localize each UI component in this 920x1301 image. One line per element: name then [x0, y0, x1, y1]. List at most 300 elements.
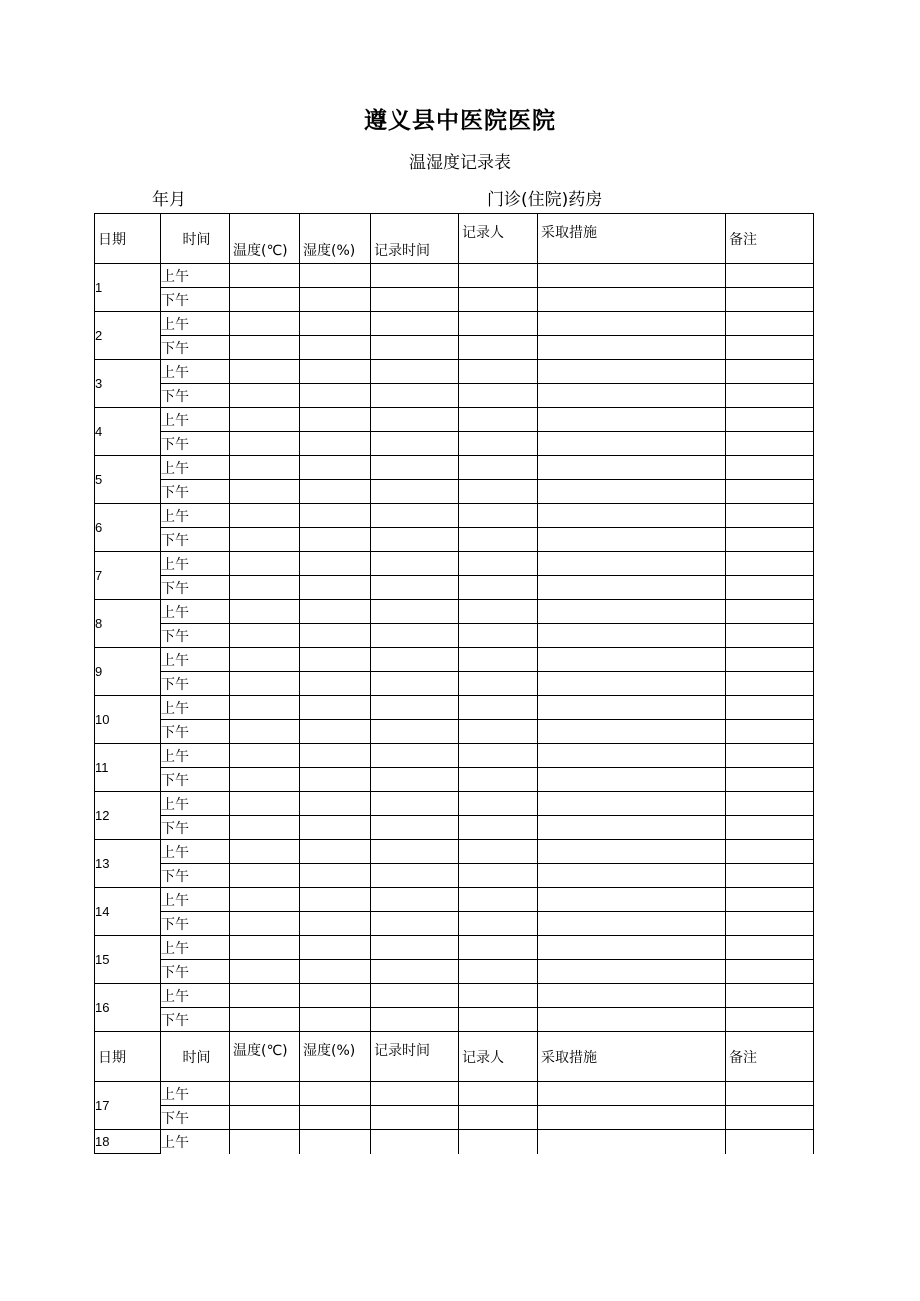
data-cell[interactable] [726, 648, 814, 672]
data-cell[interactable] [538, 528, 726, 552]
header-remarks [726, 214, 814, 264]
data-cell[interactable] [230, 432, 300, 456]
data-cell[interactable] [300, 912, 371, 936]
data-cell[interactable] [300, 384, 371, 408]
data-cell[interactable] [726, 528, 814, 552]
period-pm: 下午 [161, 624, 230, 648]
data-cell[interactable] [459, 264, 538, 288]
period-pm: 下午 [161, 720, 230, 744]
data-cell[interactable] [371, 816, 459, 840]
header-row [95, 214, 814, 264]
data-cell[interactable] [538, 432, 726, 456]
data-cell[interactable] [300, 936, 371, 960]
data-cell[interactable] [459, 336, 538, 360]
header-recorder [459, 214, 538, 264]
data-cell[interactable] [230, 792, 300, 816]
data-cell[interactable] [371, 648, 459, 672]
data-cell[interactable] [371, 1130, 459, 1154]
data-cell[interactable] [459, 528, 538, 552]
data-cell[interactable] [538, 1008, 726, 1032]
data-cell[interactable] [726, 864, 814, 888]
period-pm: 下午 [161, 864, 230, 888]
data-cell[interactable] [300, 672, 371, 696]
document-subtitle: 温湿度记录表 [409, 153, 511, 173]
data-cell[interactable] [230, 576, 300, 600]
table-row [95, 432, 814, 456]
data-cell[interactable] [300, 600, 371, 624]
data-cell[interactable] [459, 696, 538, 720]
period-pm: 下午 [161, 1106, 230, 1130]
data-cell[interactable] [230, 672, 300, 696]
data-cell[interactable] [459, 360, 538, 384]
data-cell[interactable] [726, 960, 814, 984]
header-remarks [726, 1032, 814, 1082]
data-cell[interactable] [726, 768, 814, 792]
data-cell[interactable] [459, 912, 538, 936]
data-cell[interactable] [300, 648, 371, 672]
data-cell[interactable] [538, 720, 726, 744]
table-row [95, 816, 814, 840]
data-cell[interactable] [371, 624, 459, 648]
data-cell[interactable] [371, 408, 459, 432]
table-row [95, 1130, 814, 1154]
data-cell[interactable] [538, 792, 726, 816]
table-row [95, 1008, 814, 1032]
data-cell[interactable] [726, 504, 814, 528]
data-cell[interactable] [371, 432, 459, 456]
day-number: 8 [95, 600, 161, 648]
data-cell[interactable] [371, 720, 459, 744]
table-row [95, 552, 814, 576]
day-number: 3 [95, 360, 161, 408]
data-cell[interactable] [726, 432, 814, 456]
data-cell[interactable] [538, 456, 726, 480]
table-row [95, 336, 814, 360]
data-cell[interactable] [538, 336, 726, 360]
table-row [95, 840, 814, 864]
data-cell[interactable] [538, 1106, 726, 1130]
header-temperature [230, 214, 300, 264]
data-cell[interactable] [459, 936, 538, 960]
data-cell[interactable] [726, 912, 814, 936]
table-row [95, 312, 814, 336]
period-am: 上午 [161, 600, 230, 624]
data-cell[interactable] [459, 312, 538, 336]
header-temperature-label: 温度(℃) [233, 1042, 288, 1059]
header-measures [538, 214, 726, 264]
day-number: 9 [95, 648, 161, 696]
data-cell[interactable] [538, 552, 726, 576]
data-cell[interactable] [230, 984, 300, 1008]
data-cell[interactable] [230, 600, 300, 624]
table-row [95, 360, 814, 384]
data-cell[interactable] [300, 576, 371, 600]
data-cell[interactable] [230, 744, 300, 768]
day-number: 13 [95, 840, 161, 888]
data-cell[interactable] [726, 936, 814, 960]
data-cell[interactable] [300, 624, 371, 648]
data-cell[interactable] [230, 384, 300, 408]
data-cell[interactable] [459, 1106, 538, 1130]
period-am: 上午 [161, 696, 230, 720]
document-title: 遵义县中医院医院 [364, 108, 556, 134]
period-pm: 下午 [161, 288, 230, 312]
data-cell[interactable] [371, 960, 459, 984]
period-pm: 下午 [161, 576, 230, 600]
data-cell[interactable] [538, 1082, 726, 1106]
period-am: 上午 [161, 360, 230, 384]
data-cell[interactable] [538, 576, 726, 600]
data-cell[interactable] [371, 744, 459, 768]
data-cell[interactable] [230, 312, 300, 336]
period-am: 上午 [161, 312, 230, 336]
data-cell[interactable] [538, 480, 726, 504]
data-cell[interactable] [459, 768, 538, 792]
period-pm: 下午 [161, 768, 230, 792]
data-cell[interactable] [300, 312, 371, 336]
table-row [95, 672, 814, 696]
table-row [95, 720, 814, 744]
period-pm: 下午 [161, 816, 230, 840]
table-row [95, 936, 814, 960]
data-cell[interactable] [230, 504, 300, 528]
day-number: 10 [95, 696, 161, 744]
data-cell[interactable] [538, 744, 726, 768]
data-cell[interactable] [300, 720, 371, 744]
data-cell[interactable] [230, 360, 300, 384]
data-cell[interactable] [300, 480, 371, 504]
data-cell[interactable] [300, 552, 371, 576]
data-cell[interactable] [726, 792, 814, 816]
data-cell[interactable] [726, 336, 814, 360]
data-cell[interactable] [726, 1082, 814, 1106]
data-cell[interactable] [371, 1008, 459, 1032]
header-measures [538, 1032, 726, 1082]
data-cell[interactable] [230, 624, 300, 648]
data-cell[interactable] [230, 1008, 300, 1032]
header-record-time [371, 214, 459, 264]
data-cell[interactable] [538, 672, 726, 696]
period-pm: 下午 [161, 672, 230, 696]
data-cell[interactable] [459, 504, 538, 528]
data-cell[interactable] [459, 432, 538, 456]
data-cell[interactable] [538, 768, 726, 792]
data-cell[interactable] [371, 1082, 459, 1106]
data-cell[interactable] [371, 360, 459, 384]
data-cell[interactable] [459, 1130, 538, 1154]
data-cell[interactable] [230, 1130, 300, 1154]
data-cell[interactable] [371, 672, 459, 696]
table-row [95, 264, 814, 288]
data-cell[interactable] [459, 816, 538, 840]
header-temperature [230, 1032, 300, 1082]
data-cell[interactable] [300, 456, 371, 480]
table-row [95, 408, 814, 432]
day-number: 12 [95, 792, 161, 840]
table-row [95, 624, 814, 648]
data-cell[interactable] [538, 288, 726, 312]
data-cell[interactable] [371, 312, 459, 336]
data-cell[interactable] [459, 744, 538, 768]
data-cell[interactable] [300, 840, 371, 864]
data-cell[interactable] [371, 504, 459, 528]
table-row [95, 1106, 814, 1130]
period-am: 上午 [161, 840, 230, 864]
data-cell[interactable] [459, 672, 538, 696]
data-cell[interactable] [371, 600, 459, 624]
data-cell[interactable] [538, 384, 726, 408]
data-cell[interactable] [300, 408, 371, 432]
table-row [95, 744, 814, 768]
data-cell[interactable] [300, 360, 371, 384]
data-cell[interactable] [726, 552, 814, 576]
data-cell[interactable] [300, 432, 371, 456]
data-cell[interactable] [726, 408, 814, 432]
data-cell[interactable] [459, 960, 538, 984]
data-cell[interactable] [371, 984, 459, 1008]
data-cell[interactable] [230, 720, 300, 744]
data-cell[interactable] [538, 816, 726, 840]
day-number: 7 [95, 552, 161, 600]
data-cell[interactable] [538, 936, 726, 960]
data-cell[interactable] [726, 1106, 814, 1130]
period-am: 上午 [161, 408, 230, 432]
table-row [95, 864, 814, 888]
data-cell[interactable] [538, 312, 726, 336]
data-cell[interactable] [300, 288, 371, 312]
data-cell[interactable] [459, 600, 538, 624]
data-cell[interactable] [538, 888, 726, 912]
day-number: 18 [95, 1130, 161, 1154]
period-am: 上午 [161, 936, 230, 960]
data-cell[interactable] [459, 1008, 538, 1032]
data-cell[interactable] [230, 840, 300, 864]
data-cell[interactable] [459, 792, 538, 816]
data-cell[interactable] [538, 696, 726, 720]
table-row [95, 600, 814, 624]
data-cell[interactable] [538, 600, 726, 624]
data-cell[interactable] [300, 1008, 371, 1032]
table-row [95, 504, 814, 528]
header-humidity-label: 湿度(%) [303, 1042, 356, 1059]
header-recorder-label: 记录人 [462, 224, 504, 241]
data-cell[interactable] [371, 456, 459, 480]
data-cell[interactable] [371, 768, 459, 792]
data-cell[interactable] [726, 360, 814, 384]
data-cell[interactable] [459, 384, 538, 408]
data-cell[interactable] [230, 696, 300, 720]
data-cell[interactable] [726, 288, 814, 312]
data-cell[interactable] [371, 480, 459, 504]
data-cell[interactable] [300, 984, 371, 1008]
day-number: 17 [95, 1082, 161, 1130]
day-number: 14 [95, 888, 161, 936]
data-cell[interactable] [538, 960, 726, 984]
period-pm: 下午 [161, 1008, 230, 1032]
table-row [95, 648, 814, 672]
data-cell[interactable] [230, 648, 300, 672]
data-cell[interactable] [726, 576, 814, 600]
data-cell[interactable] [300, 744, 371, 768]
data-cell[interactable] [230, 408, 300, 432]
data-cell[interactable] [459, 720, 538, 744]
data-cell[interactable] [459, 576, 538, 600]
data-cell[interactable] [538, 648, 726, 672]
data-cell[interactable] [538, 624, 726, 648]
data-cell[interactable] [230, 480, 300, 504]
period-am: 上午 [161, 1082, 230, 1106]
data-cell[interactable] [300, 888, 371, 912]
data-cell[interactable] [230, 864, 300, 888]
period-pm: 下午 [161, 384, 230, 408]
data-cell[interactable] [459, 648, 538, 672]
data-cell[interactable] [726, 480, 814, 504]
data-cell[interactable] [300, 504, 371, 528]
data-cell[interactable] [726, 888, 814, 912]
header-remarks-label: 备注 [729, 1049, 757, 1066]
data-cell[interactable] [726, 456, 814, 480]
data-cell[interactable] [230, 552, 300, 576]
data-cell[interactable] [726, 720, 814, 744]
period-pm: 下午 [161, 528, 230, 552]
data-cell[interactable] [726, 672, 814, 696]
data-cell[interactable] [230, 936, 300, 960]
data-cell[interactable] [300, 696, 371, 720]
data-cell[interactable] [459, 1082, 538, 1106]
data-cell[interactable] [300, 1106, 371, 1130]
data-cell[interactable] [459, 624, 538, 648]
data-cell[interactable] [726, 744, 814, 768]
data-cell[interactable] [371, 384, 459, 408]
data-cell[interactable] [726, 1130, 814, 1154]
period-am: 上午 [161, 792, 230, 816]
data-cell[interactable] [459, 888, 538, 912]
data-cell[interactable] [726, 624, 814, 648]
data-cell[interactable] [230, 264, 300, 288]
header-recorder [459, 1032, 538, 1082]
header-time [161, 214, 230, 264]
data-cell[interactable] [538, 840, 726, 864]
data-cell[interactable] [230, 528, 300, 552]
data-cell[interactable] [538, 1130, 726, 1154]
data-cell[interactable] [371, 936, 459, 960]
data-cell[interactable] [726, 264, 814, 288]
data-cell[interactable] [726, 696, 814, 720]
data-cell[interactable] [371, 264, 459, 288]
data-cell[interactable] [726, 816, 814, 840]
day-number: 5 [95, 456, 161, 504]
period-am: 上午 [161, 552, 230, 576]
data-cell[interactable] [371, 288, 459, 312]
data-cell[interactable] [726, 984, 814, 1008]
period-pm: 下午 [161, 432, 230, 456]
data-cell[interactable] [459, 840, 538, 864]
data-cell[interactable] [300, 792, 371, 816]
table-row [95, 984, 814, 1008]
header-recorder-label: 记录人 [462, 1049, 504, 1066]
data-cell[interactable] [459, 408, 538, 432]
data-cell[interactable] [230, 912, 300, 936]
data-cell[interactable] [371, 792, 459, 816]
data-cell[interactable] [371, 552, 459, 576]
data-cell[interactable] [371, 336, 459, 360]
table-row [95, 768, 814, 792]
data-cell[interactable] [371, 1106, 459, 1130]
data-cell[interactable] [459, 984, 538, 1008]
data-cell[interactable] [300, 864, 371, 888]
table-row [95, 456, 814, 480]
period-pm: 下午 [161, 336, 230, 360]
data-cell[interactable] [538, 912, 726, 936]
data-cell[interactable] [371, 912, 459, 936]
data-cell[interactable] [300, 336, 371, 360]
data-cell[interactable] [726, 1008, 814, 1032]
data-cell[interactable] [230, 288, 300, 312]
data-cell[interactable] [371, 696, 459, 720]
header-remarks-label: 备注 [729, 231, 757, 248]
data-cell[interactable] [300, 816, 371, 840]
data-cell[interactable] [230, 456, 300, 480]
table-row [95, 1082, 814, 1106]
data-cell[interactable] [726, 312, 814, 336]
period-am: 上午 [161, 1130, 230, 1154]
table-row [95, 912, 814, 936]
data-cell[interactable] [300, 960, 371, 984]
data-cell[interactable] [538, 360, 726, 384]
header-measures-label: 采取措施 [541, 224, 597, 241]
header-time-label: 时间 [182, 1049, 211, 1066]
data-cell[interactable] [371, 840, 459, 864]
data-cell[interactable] [300, 1130, 371, 1154]
data-cell[interactable] [459, 552, 538, 576]
data-cell[interactable] [371, 864, 459, 888]
data-cell[interactable] [230, 768, 300, 792]
data-cell[interactable] [538, 984, 726, 1008]
data-cell[interactable] [230, 336, 300, 360]
data-cell[interactable] [300, 1082, 371, 1106]
data-cell[interactable] [538, 864, 726, 888]
data-cell[interactable] [230, 1082, 300, 1106]
data-cell[interactable] [371, 888, 459, 912]
data-cell[interactable] [300, 528, 371, 552]
data-cell[interactable] [538, 264, 726, 288]
data-cell[interactable] [726, 600, 814, 624]
data-cell[interactable] [371, 528, 459, 552]
header-humidity [300, 214, 371, 264]
table-row [95, 696, 814, 720]
data-cell[interactable] [230, 960, 300, 984]
data-cell[interactable] [230, 1106, 300, 1130]
data-cell[interactable] [726, 384, 814, 408]
period-pm: 下午 [161, 960, 230, 984]
data-cell[interactable] [726, 840, 814, 864]
header-date-label: 日期 [98, 1049, 126, 1066]
data-cell[interactable] [459, 288, 538, 312]
data-cell[interactable] [459, 480, 538, 504]
header-temperature-label: 温度(℃) [233, 242, 288, 259]
data-cell[interactable] [300, 264, 371, 288]
period-pm: 下午 [161, 912, 230, 936]
data-cell[interactable] [230, 888, 300, 912]
data-cell[interactable] [538, 504, 726, 528]
data-cell[interactable] [459, 456, 538, 480]
data-cell[interactable] [230, 816, 300, 840]
data-cell[interactable] [459, 864, 538, 888]
data-cell[interactable] [300, 768, 371, 792]
data-cell[interactable] [538, 408, 726, 432]
header-date-label: 日期 [98, 231, 126, 248]
data-cell[interactable] [371, 576, 459, 600]
